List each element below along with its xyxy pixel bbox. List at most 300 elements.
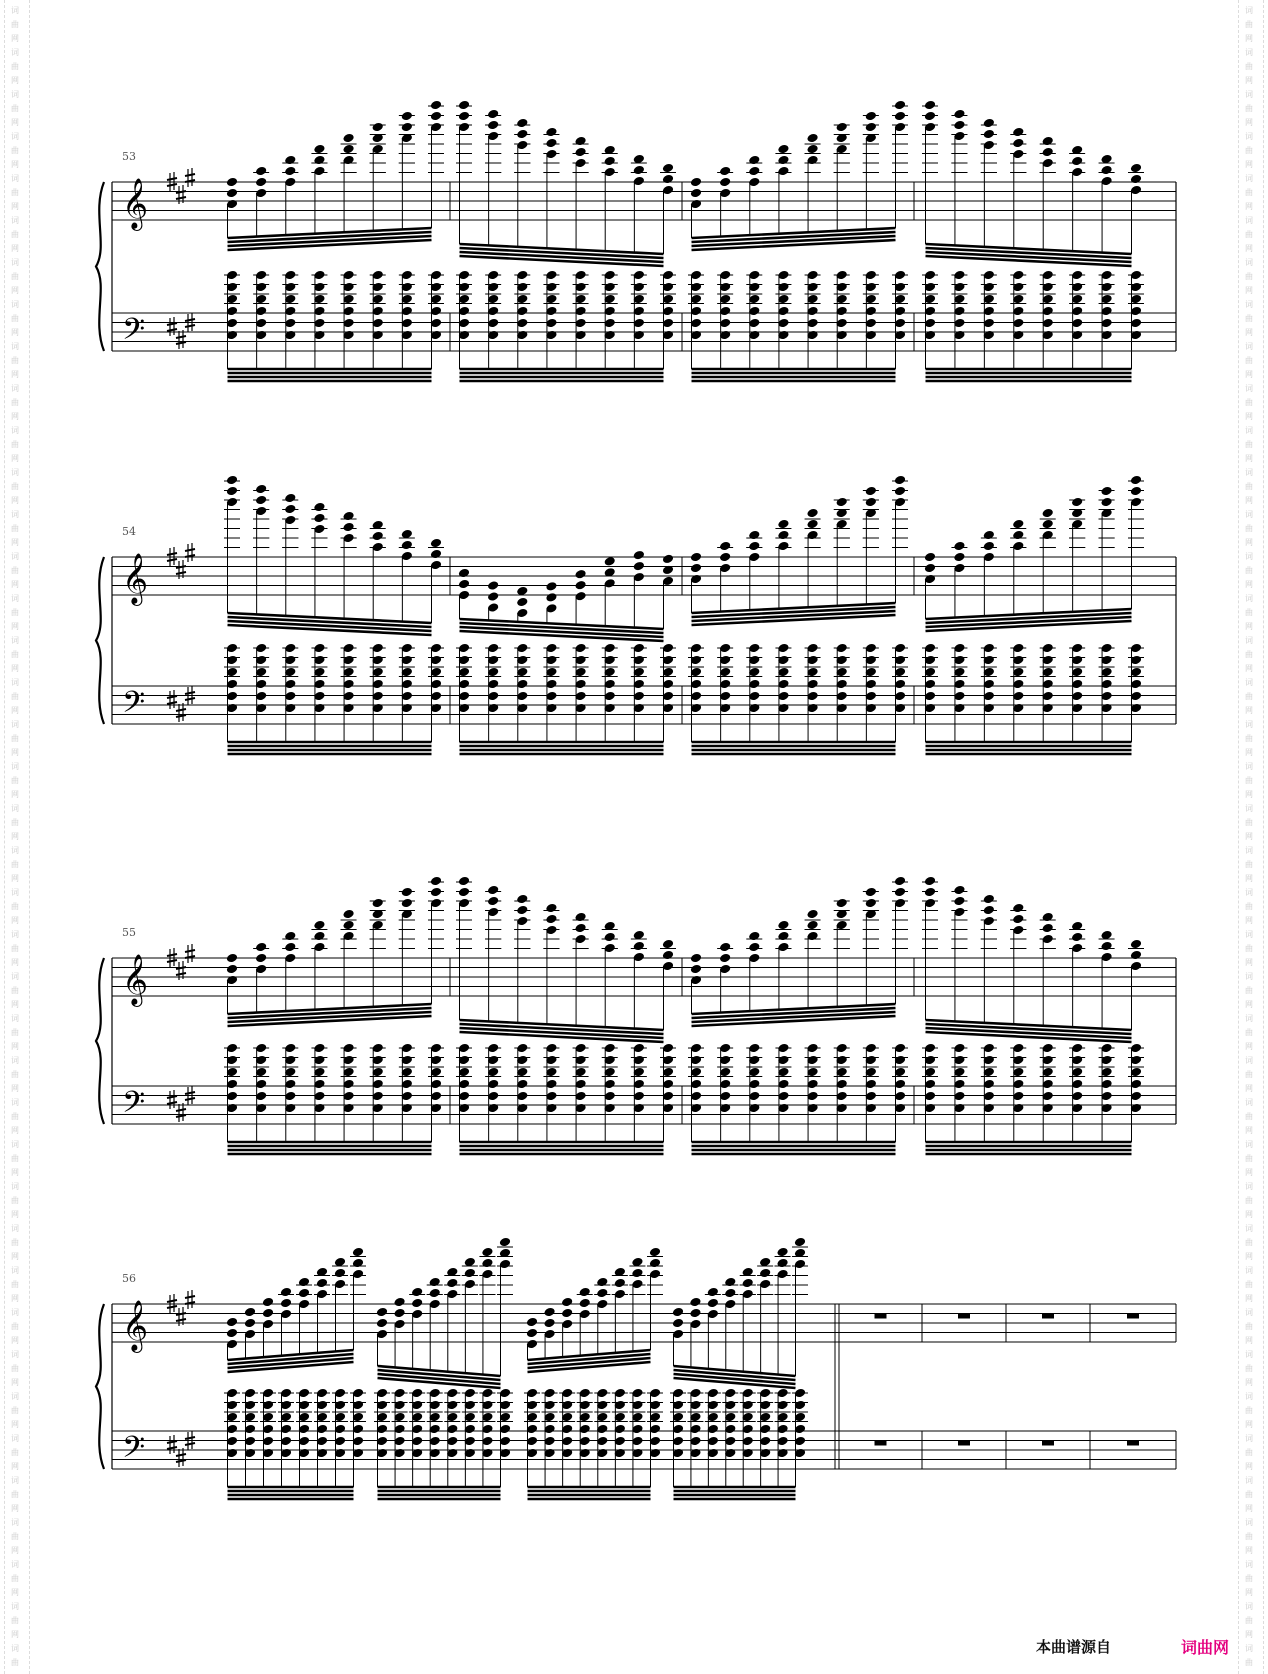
note-head [806,909,818,920]
note-head [574,569,586,580]
whole-rest-icon [1127,1314,1139,1319]
watermark-char: 网 [1245,202,1253,211]
note-head [748,155,760,166]
note-head [894,475,906,486]
note-head [596,1277,608,1288]
watermark-char: 曲 [1245,986,1253,995]
watermark-char: 曲 [11,818,19,827]
note-head [1130,163,1142,174]
whole-rest-icon [1127,1441,1139,1446]
watermark-char: 词 [1245,1350,1253,1359]
watermark-char: 曲 [1245,1490,1253,1499]
note-head [411,1287,423,1298]
note-head [662,174,674,185]
note-head [516,118,528,129]
watermark-char: 曲 [11,272,19,281]
note-head [1042,519,1054,530]
note-head [255,953,267,964]
watermark-char: 词 [1245,6,1253,15]
note-head [719,953,731,964]
treble-clef-icon: 𝄞 [122,178,149,229]
watermark-char: 曲 [11,20,19,29]
note-head [376,1307,388,1318]
watermark-char: 曲 [11,566,19,575]
watermark-char: 网 [11,1336,19,1345]
note-head [707,1287,719,1298]
sharp-icon [167,960,177,962]
watermark-char: 曲 [1245,1616,1253,1625]
watermark-char: 词 [1245,300,1253,309]
note-head [806,920,818,931]
watermark-char: 网 [11,1630,19,1639]
sharp-icon [185,319,195,321]
note-head [334,1268,346,1279]
watermark-char: 网 [1245,160,1253,169]
note-head [574,147,586,158]
measure-number: 55 [122,926,136,939]
note-head [719,552,731,563]
watermark-char: 词 [11,1140,19,1149]
watermark-char: 网 [1245,748,1253,757]
note-head [284,155,296,166]
note-head [458,100,470,111]
note-head [777,144,789,155]
watermark-char: 曲 [1245,524,1253,533]
note-head [662,939,674,950]
sharp-icon [185,698,195,700]
watermark-char: 网 [11,412,19,421]
watermark-char: 网 [11,1126,19,1135]
watermark-char: 词 [11,930,19,939]
note-head [262,1297,274,1308]
watermark-char: 词 [1245,1644,1253,1653]
watermark-char: 网 [11,790,19,799]
note-head [1071,156,1083,167]
note-head [748,541,760,552]
brace-icon [96,958,104,1124]
note-head [545,903,557,914]
sharp-icon [167,954,177,956]
note-head [748,931,760,942]
watermark-char: 曲 [11,104,19,113]
watermark-char: 词 [11,1560,19,1569]
note-head [262,1308,274,1319]
watermark-char: 词 [11,1434,19,1443]
watermark-char: 网 [11,370,19,379]
sharp-icon [167,329,177,331]
note-head [690,563,702,574]
note-head [983,894,995,905]
watermark-char: 曲 [1245,1406,1253,1415]
watermark-char: 词 [1245,678,1253,687]
whole-rest-icon [875,1314,887,1319]
watermark-char: 曲 [1245,440,1253,449]
note-head [545,581,557,592]
note-head [689,1308,701,1319]
note-head [298,1277,310,1288]
watermark-char: 曲 [11,440,19,449]
note-head [298,1288,310,1299]
note-head [255,942,267,953]
bass-clef-icon: 𝄢 [122,313,146,354]
watermark-char: 网 [11,1168,19,1177]
watermark-char: 曲 [11,734,19,743]
note-head [430,538,442,549]
watermark-char: 词 [11,888,19,897]
watermark-char: 网 [11,1420,19,1429]
watermark-char: 词 [11,972,19,981]
watermark-char: 网 [1245,580,1253,589]
note-head [865,898,877,909]
watermark-char: 曲 [1245,902,1253,911]
watermark-char: 词 [11,1056,19,1065]
sharp-icon [167,1441,177,1443]
watermark-char: 词 [1245,342,1253,351]
watermark-char: 网 [1245,664,1253,673]
sharp-icon [176,709,186,711]
watermark-char: 网 [11,664,19,673]
watermark-char: 网 [11,1210,19,1219]
note-head [614,1278,626,1289]
watermark-char: 网 [1245,1420,1253,1429]
note-head [487,580,499,591]
watermark-char: 曲 [1245,20,1253,29]
watermark-char: 词 [1245,1056,1253,1065]
watermark-char: 曲 [1245,608,1253,617]
note-head [313,513,325,524]
watermark-char: 网 [11,1042,19,1051]
watermark-char: 词 [1245,930,1253,939]
note-head [894,876,906,887]
note-head [376,1318,388,1329]
watermark-char: 词 [11,1392,19,1401]
note-head [526,1328,538,1339]
note-head [649,1247,661,1258]
watermark-char: 词 [1245,48,1253,57]
note-head [776,1258,788,1269]
watermark-char: 网 [1245,1084,1253,1093]
sharp-icon [185,1092,195,1094]
watermark-char: 网 [1245,76,1253,85]
note-head [226,177,238,188]
watermark-char: 曲 [1245,398,1253,407]
watermark-char: 网 [1245,1588,1253,1597]
note-head [662,554,674,565]
note-head [458,876,470,887]
watermark-char: 网 [11,706,19,715]
bass-clef-icon: 𝄢 [122,1086,146,1127]
sharp-icon [167,178,177,180]
watermark-char: 词 [1245,594,1253,603]
watermark-char: 词 [11,1476,19,1485]
note-head [411,1298,423,1309]
watermark-char: 词 [11,300,19,309]
note-head [777,920,789,931]
whole-rest-icon [958,1441,970,1446]
watermark-char: 曲 [1245,1070,1253,1079]
watermark-char: 网 [1245,1630,1253,1639]
watermark-char: 曲 [1245,1658,1253,1667]
note-head [836,122,848,133]
note-head [924,563,936,574]
note-head [1071,497,1083,508]
note-head [372,898,384,909]
watermark-char: 词 [1245,1560,1253,1569]
sharp-icon [185,174,195,176]
watermark-char: 词 [1245,1098,1253,1107]
watermark-char: 网 [1245,412,1253,421]
watermark-char: 网 [11,1588,19,1597]
watermark-char: 曲 [1245,272,1253,281]
sharp-icon [167,1447,177,1449]
watermark-char: 曲 [1245,692,1253,701]
sharp-icon [167,1300,177,1302]
watermark-char: 词 [11,636,19,645]
watermark-char: 词 [1245,762,1253,771]
watermark-char: 曲 [11,1448,19,1457]
note-head [499,1237,511,1248]
note-head [836,497,848,508]
bass-clef-icon: 𝄢 [122,686,146,727]
watermark-char: 网 [11,958,19,967]
whole-rest-icon [875,1441,887,1446]
note-head [487,591,499,602]
watermark-char: 曲 [11,1028,19,1037]
watermark-char: 曲 [1245,944,1253,953]
note-head [342,920,354,931]
note-head [561,1308,573,1319]
note-head [777,530,789,541]
note-head [487,109,499,120]
sharp-icon [167,553,177,555]
note-head [284,931,296,942]
note-head [633,941,645,952]
note-head [526,1317,538,1328]
note-head [1042,912,1054,923]
note-head [983,530,995,541]
note-head [464,1268,476,1279]
footer-brand-link[interactable]: 词曲网 [1181,1638,1230,1657]
note-head [393,1297,405,1308]
watermark-char: 词 [1245,1308,1253,1317]
note-head [342,511,354,522]
watermark-char: 词 [1245,1140,1253,1149]
watermark-char: 网 [11,580,19,589]
watermark-char: 曲 [1245,230,1253,239]
note-head [633,165,645,176]
watermark-char: 词 [11,342,19,351]
watermark-char: 词 [11,1182,19,1191]
note-head [1012,138,1024,149]
measure-number: 53 [122,150,136,163]
watermark-char: 曲 [1245,1154,1253,1163]
watermark-char: 词 [1245,720,1253,729]
note-head [255,177,267,188]
watermark-char: 曲 [1245,1196,1253,1205]
watermark-char: 曲 [1245,650,1253,659]
note-head [579,1298,591,1309]
note-head [429,1288,441,1299]
sharp-icon [167,702,177,704]
note-head [953,109,965,120]
note-head [719,541,731,552]
note-head [280,1287,292,1298]
note-head [352,1247,364,1258]
sharp-icon [176,715,186,717]
watermark-char: 词 [11,1308,19,1317]
watermark-char: 词 [11,510,19,519]
watermark-char: 曲 [11,692,19,701]
watermark-char: 网 [1245,1000,1253,1009]
watermark-char: 词 [11,468,19,477]
note-head [983,118,995,129]
watermark-char: 网 [1245,958,1253,967]
note-head [226,1328,238,1339]
watermark-char: 词 [1245,804,1253,813]
watermark-char: 网 [1245,916,1253,925]
watermark-char: 词 [11,552,19,561]
sharp-icon [185,549,195,551]
sharp-icon [185,950,195,952]
watermark-char: 曲 [11,1574,19,1583]
note-head [284,493,296,504]
note-head [1130,950,1142,961]
watermark-char: 曲 [1245,1448,1253,1457]
note-head [372,531,384,542]
note-head [672,1307,684,1318]
watermark-char: 曲 [11,1532,19,1541]
note-head [777,519,789,530]
note-head [1100,165,1112,176]
watermark-char: 词 [1245,1602,1253,1611]
note-head [543,1318,555,1329]
note-head [649,1258,661,1269]
note-head [342,909,354,920]
note-head [953,541,965,552]
note-head [280,1298,292,1309]
sharp-icon [176,1109,186,1111]
watermark-char: 网 [1245,1210,1253,1219]
watermark-char: 曲 [11,356,19,365]
watermark-char: 曲 [11,902,19,911]
note-head [604,556,616,567]
note-head [777,931,789,942]
note-head [1042,147,1054,158]
watermark-char: 曲 [1245,1238,1253,1247]
watermark-char: 词 [11,1602,19,1611]
watermark-char: 曲 [1245,860,1253,869]
note-head [1071,932,1083,943]
watermark-char: 词 [11,1518,19,1527]
watermark-char: 词 [1245,1014,1253,1023]
note-head [255,484,267,495]
watermark-char: 曲 [1245,566,1253,575]
note-head [284,166,296,177]
note-head [924,552,936,563]
note-head [244,1318,256,1329]
note-head [574,580,586,591]
watermark-char: 曲 [11,314,19,323]
note-head [313,920,325,931]
note-head [543,1307,555,1318]
treble-clef-icon: 𝄞 [122,1300,149,1351]
note-head [430,549,442,560]
sharp-icon [176,1454,186,1456]
sharp-icon [176,336,186,338]
note-head [1100,941,1112,952]
sharp-icon [176,197,186,199]
watermark-char: 网 [11,34,19,43]
note-head [690,552,702,563]
watermark-char: 词 [1245,90,1253,99]
note-head [689,1297,701,1308]
watermark-char: 词 [11,132,19,141]
watermark-char: 网 [1245,1126,1253,1135]
watermark-char: 曲 [11,1406,19,1415]
note-head [401,122,413,133]
note-head [707,1298,719,1309]
note-head [226,475,238,486]
note-head [672,1318,684,1329]
measure-number: 54 [122,525,136,538]
watermark-char: 网 [1245,538,1253,547]
watermark-char: 网 [11,538,19,547]
brace-icon [96,182,104,351]
note-head [1042,508,1054,519]
footer-source-label: 本曲谱源自 [1036,1638,1112,1656]
sharp-icon [185,1443,195,1445]
watermark-char: 词 [11,1224,19,1233]
watermark-char: 曲 [11,1322,19,1331]
watermark-char: 曲 [11,146,19,155]
watermark-char: 词 [11,6,19,15]
sharp-icon [167,1096,177,1098]
note-head [633,561,645,572]
note-head [1012,127,1024,138]
sharp-icon [185,1296,195,1298]
note-head [226,953,238,964]
watermark-char: 网 [11,1378,19,1387]
watermark-char: 曲 [11,1070,19,1079]
watermark-char: 网 [11,160,19,169]
watermark-char: 网 [11,1252,19,1261]
note-head [777,155,789,166]
note-head [561,1297,573,1308]
watermark-char: 网 [1245,496,1253,505]
watermark-char: 词 [1245,1434,1253,1443]
watermark-char: 词 [1245,552,1253,561]
note-head [446,1278,458,1289]
note-head [604,932,616,943]
watermark-char: 词 [1245,846,1253,855]
watermark-char: 网 [11,244,19,253]
note-head [794,1237,806,1248]
watermark-char: 词 [11,1350,19,1359]
watermark-char: 网 [11,328,19,337]
note-head [662,163,674,174]
watermark-char: 网 [1245,706,1253,715]
watermark-char: 曲 [1245,188,1253,197]
note-head [226,1317,238,1328]
watermark-char: 曲 [11,524,19,533]
watermark-char: 网 [1245,286,1253,295]
note-head [226,964,238,975]
note-head [953,552,965,563]
watermark-char: 曲 [1245,482,1253,491]
watermark-char: 网 [11,874,19,883]
watermark-char: 网 [1245,1378,1253,1387]
watermark-char: 曲 [11,650,19,659]
